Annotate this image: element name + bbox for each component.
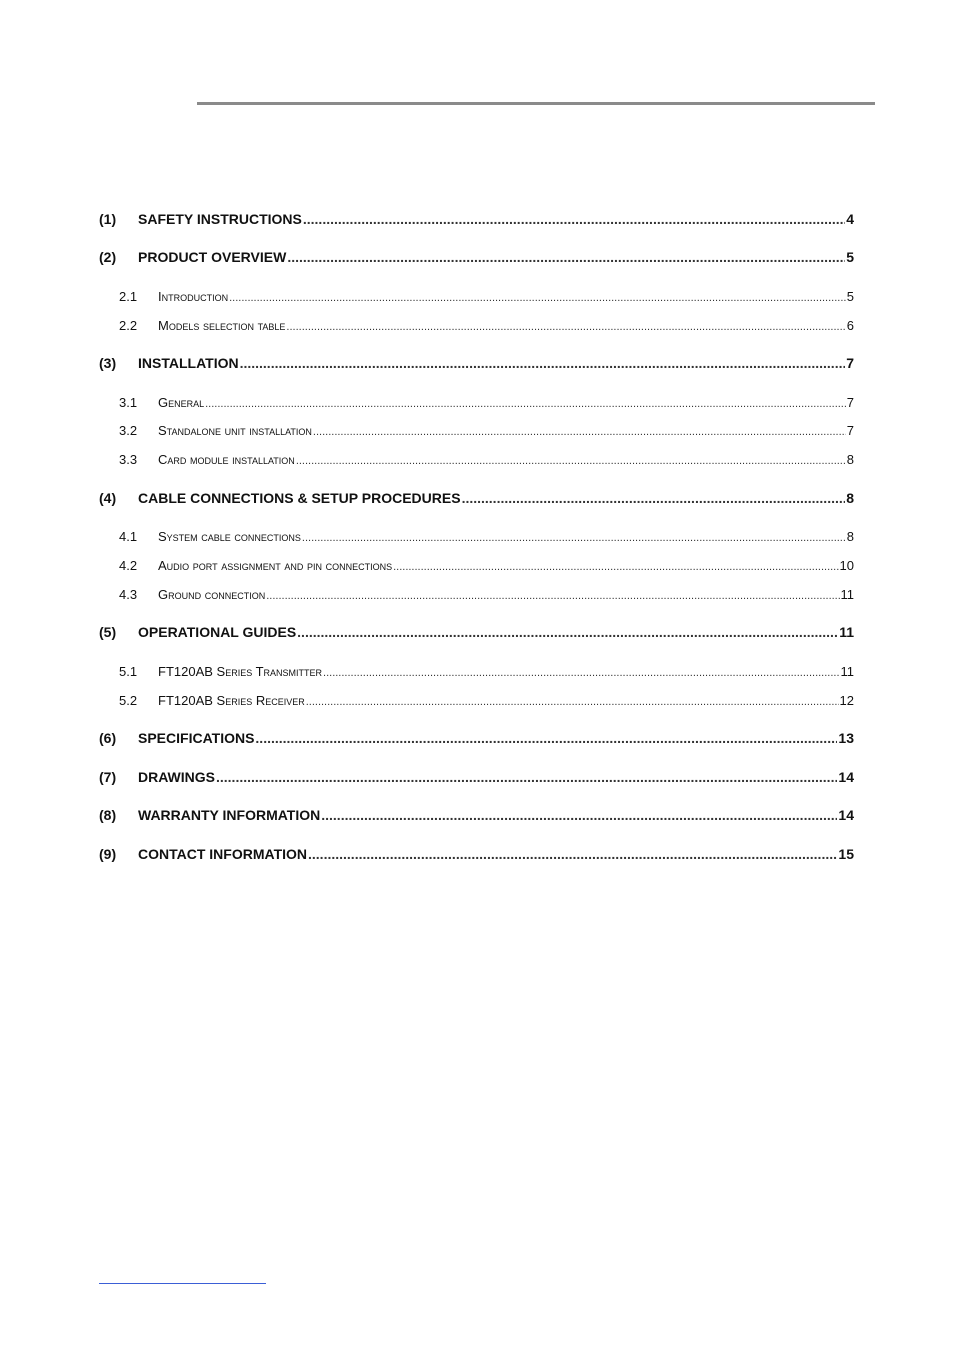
toc-number: (9) xyxy=(99,846,117,862)
toc-leader-dots xyxy=(313,423,846,438)
toc-entry-contact-information[interactable] xyxy=(99,846,854,862)
toc-leader-dots xyxy=(321,807,837,823)
toc-title: CABLE CONNECTIONS & SETUP PROCEDURES xyxy=(138,490,461,506)
toc-entry-product-overview[interactable] xyxy=(99,249,854,265)
toc-page-number: 6 xyxy=(846,318,854,333)
toc-title: PRODUCT OVERVIEW xyxy=(138,249,287,265)
toc-leader-dots xyxy=(205,395,846,410)
toc-entry-installation[interactable] xyxy=(99,355,854,371)
toc-entry-ground-connection[interactable] xyxy=(99,587,854,602)
toc-leader-dots xyxy=(255,730,837,746)
toc-page-number: 14 xyxy=(838,769,854,785)
toc-number: (2) xyxy=(99,249,117,265)
footer-link-underline xyxy=(99,1283,266,1284)
toc-leader-dots xyxy=(287,249,845,265)
toc-page-number: 13 xyxy=(838,730,854,746)
toc-page-number: 7 xyxy=(846,423,854,438)
toc-title: INSTALLATION xyxy=(138,355,239,371)
toc-entry-operational-guides[interactable] xyxy=(99,624,854,640)
toc-number: (5) xyxy=(99,624,117,640)
toc-page-number: 7 xyxy=(846,395,854,410)
toc-page-number: 5 xyxy=(846,289,854,304)
toc-number: (8) xyxy=(99,807,117,823)
toc-entry-models-selection-table[interactable] xyxy=(99,318,854,333)
toc-leader-dots xyxy=(229,289,846,304)
toc-entry-card-module-installation[interactable] xyxy=(99,452,854,467)
toc-title: FT120AB Series Transmitter xyxy=(158,664,323,679)
toc-number: (1) xyxy=(99,211,117,227)
toc-leader-dots xyxy=(308,846,837,862)
toc-number: 4.1 xyxy=(119,529,138,544)
toc-number: 3.2 xyxy=(119,423,138,438)
toc-leader-dots xyxy=(302,529,846,544)
toc-page-number: 7 xyxy=(846,355,854,371)
toc-number: (3) xyxy=(99,355,117,371)
toc-leader-dots xyxy=(462,490,846,506)
toc-title: DRAWINGS xyxy=(138,769,215,785)
toc-page-number: 8 xyxy=(846,490,854,506)
toc-number: 3.3 xyxy=(119,452,138,467)
toc-entry-audio-port-assignment[interactable] xyxy=(99,558,854,573)
toc-page-number: 11 xyxy=(840,587,854,602)
toc-number: 2.2 xyxy=(119,318,138,333)
header-divider xyxy=(197,102,875,105)
toc-number: 2.1 xyxy=(119,289,138,304)
toc-page-number: 4 xyxy=(846,211,854,227)
toc-entry-receiver[interactable] xyxy=(99,693,854,708)
toc-page-number: 8 xyxy=(846,529,854,544)
toc-entry-transmitter[interactable] xyxy=(99,664,854,679)
toc-page-number: 5 xyxy=(846,249,854,265)
toc-number: (4) xyxy=(99,490,117,506)
toc-page-number: 11 xyxy=(840,664,854,679)
toc-title: CONTACT INFORMATION xyxy=(138,846,308,862)
toc-number: (7) xyxy=(99,769,117,785)
toc-title: Card module installation xyxy=(158,452,295,467)
toc-leader-dots xyxy=(266,587,839,602)
toc-entry-specifications[interactable] xyxy=(99,730,854,746)
toc-title: Audio port assignment and pin connections xyxy=(158,558,393,573)
toc-number: 4.3 xyxy=(119,587,138,602)
toc-entry-standalone-unit-installation[interactable] xyxy=(99,423,854,438)
toc-leader-dots xyxy=(286,318,845,333)
toc-entry-system-cable-connections[interactable] xyxy=(99,529,854,544)
toc-leader-dots xyxy=(303,211,845,227)
toc-page-number: 8 xyxy=(846,452,854,467)
toc-leader-dots xyxy=(323,664,839,679)
toc-page-number: 10 xyxy=(839,558,854,573)
toc-page-number: 11 xyxy=(839,624,854,640)
toc-leader-dots xyxy=(296,452,846,467)
toc-number: 4.2 xyxy=(119,558,138,573)
toc-number: (6) xyxy=(99,730,117,746)
toc-title: Models selection table xyxy=(158,318,286,333)
toc-entry-drawings[interactable] xyxy=(99,769,854,785)
toc-entry-safety-instructions[interactable] xyxy=(99,211,854,227)
toc-page-number: 15 xyxy=(838,846,854,862)
toc-title: OPERATIONAL GUIDES xyxy=(138,624,297,640)
toc-title: General xyxy=(158,395,205,410)
toc-entry-warranty-information[interactable] xyxy=(99,807,854,823)
toc-number: 5.1 xyxy=(119,664,138,679)
toc-page-number: 14 xyxy=(838,807,854,823)
toc-title: SPECIFICATIONS xyxy=(138,730,255,746)
toc-number: 5.2 xyxy=(119,693,138,708)
toc-entry-general[interactable] xyxy=(99,395,854,410)
toc-leader-dots xyxy=(240,355,846,371)
toc-title: SAFETY INSTRUCTIONS xyxy=(138,211,302,227)
toc-title: Standalone unit installation xyxy=(158,423,312,438)
toc-title: WARRANTY INFORMATION xyxy=(138,807,321,823)
toc-leader-dots xyxy=(297,624,838,640)
toc-page-number: 12 xyxy=(839,693,854,708)
toc-title: Introduction xyxy=(158,289,229,304)
toc-title: System cable connections xyxy=(158,529,301,544)
toc-number: 3.1 xyxy=(119,395,138,410)
toc-entry-introduction[interactable] xyxy=(99,289,854,304)
toc-leader-dots xyxy=(393,558,838,573)
toc-title: FT120AB Series Receiver xyxy=(158,693,305,708)
toc-leader-dots xyxy=(216,769,837,785)
toc-entry-cable-connections[interactable] xyxy=(99,490,854,506)
toc-leader-dots xyxy=(306,693,839,708)
toc-title: Ground connection xyxy=(158,587,266,602)
